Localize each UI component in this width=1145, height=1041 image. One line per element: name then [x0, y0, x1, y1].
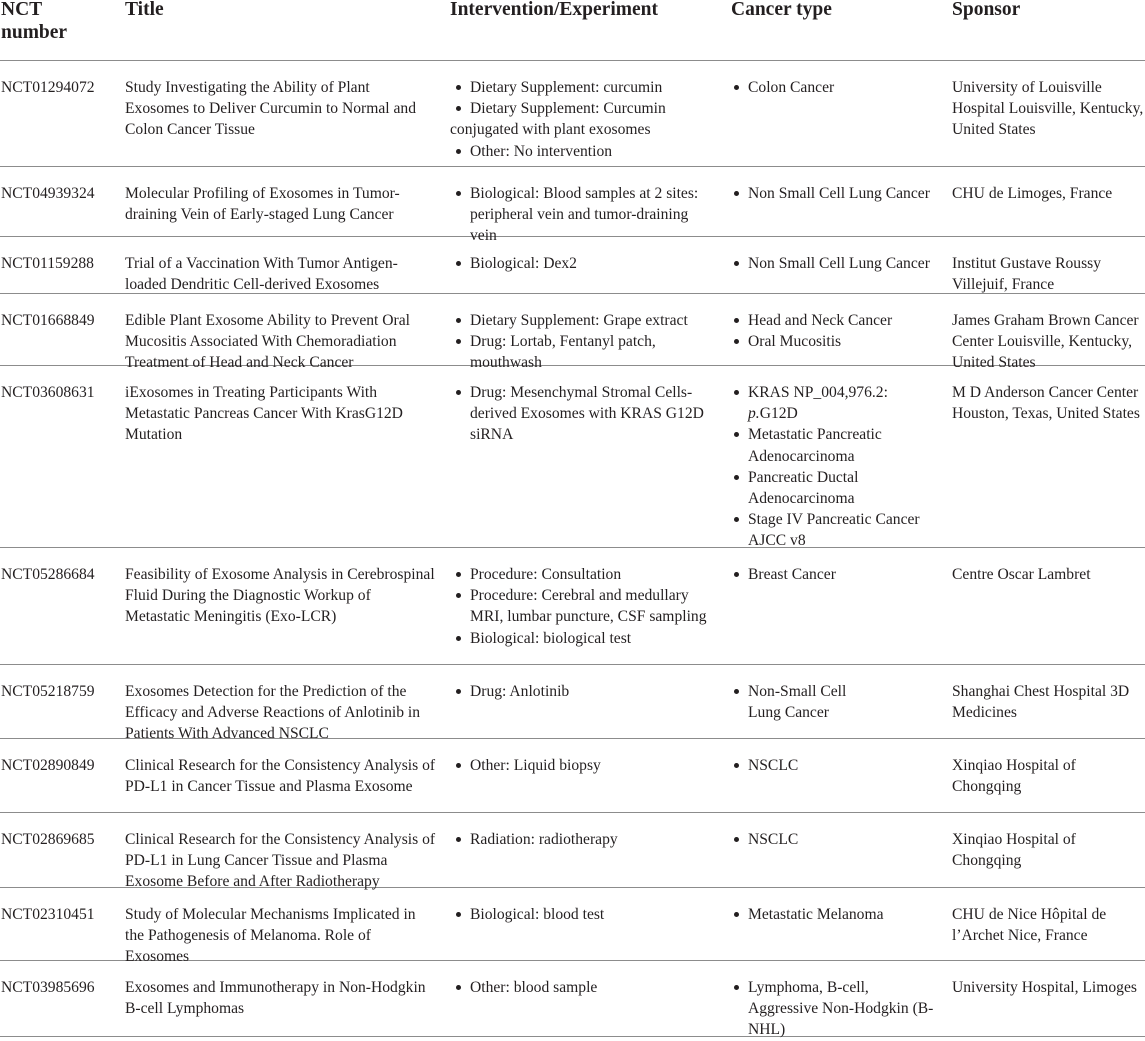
- intervention-item: Other: blood sample: [450, 977, 718, 998]
- trial-title: Feasibility of Exosome Analysis in Cerebrospinal Fluid During the Diagnostic Workup of Metastatic Meningitis (Exo-LCR): [125, 566, 435, 626]
- table-header: [0, 0, 1145, 61]
- trial-title: Exosomes Detection for the Prediction of the Efficacy and Adverse Reactions of Anlotinib in Patients With Advanced NSCLC: [125, 683, 421, 743]
- nct-number: NCT03608631: [1, 384, 95, 401]
- cancer-type-item: Non-Small Cell Lung Cancer: [731, 681, 937, 723]
- nct-number: NCT05286684: [1, 566, 95, 583]
- table-row: [0, 812, 1145, 891]
- table-row: [0, 547, 1145, 665]
- intervention-item: Biological: blood test: [450, 904, 718, 925]
- trial-title: Exosomes and Immunotherapy in Non-Hodgkin B-cell Lymphomas: [125, 979, 426, 1018]
- table-row: [0, 166, 1145, 245]
- sponsor: University of Louisville Hospital Louisville, Kentucky, United States: [952, 79, 1144, 139]
- cancer-type-list: [731, 681, 937, 723]
- intervention-list: [450, 382, 718, 446]
- intervention-item: Biological: biological test: [450, 628, 718, 649]
- nct-number: NCT02310451: [1, 906, 95, 923]
- cancer-type-item: Metastatic Pancreatic Adenocarcinoma: [731, 424, 937, 466]
- cancer-type-item: Metastatic Melanoma: [731, 904, 937, 925]
- sponsor: Xinqiao Hospital of Chongqing: [952, 831, 1076, 870]
- sponsor: CHU de Limoges, France: [952, 185, 1113, 202]
- header-cancer-type: Cancer type: [731, 0, 832, 20]
- intervention-list: [450, 829, 718, 850]
- table-row: [0, 664, 1145, 743]
- intervention-list: [450, 681, 718, 702]
- table-row: [0, 960, 1145, 1037]
- header-sponsor: Sponsor: [952, 0, 1021, 20]
- cancer-type-item: Non Small Cell Lung Cancer: [731, 183, 937, 204]
- cancer-type-list: [731, 77, 937, 98]
- header-nct-number: NCT number: [1, 0, 68, 43]
- sponsor: M D Anderson Cancer Center Houston, Texas, United States: [952, 384, 1140, 423]
- sponsor: University Hospital, Limoges: [952, 979, 1137, 996]
- table-row: [0, 236, 1145, 294]
- nct-number: NCT04939324: [1, 185, 95, 202]
- trial-title: Study of Molecular Mechanisms Implicated in the Pathogenesis of Melanoma. Role of Exosomes: [125, 906, 416, 966]
- table-row: [0, 887, 1145, 966]
- cancer-type-item: Pancreatic Ductal Adenocarcinoma: [731, 467, 937, 509]
- header-title: Title: [125, 0, 164, 20]
- sponsor: James Graham Brown Cancer Center Louisville, Kentucky, United States: [952, 312, 1139, 372]
- cancer-type-item: Colon Cancer: [731, 77, 937, 98]
- intervention-item: Biological: Blood samples at 2 sites: peripheral vein and tumor-draining vein: [450, 183, 718, 247]
- cancer-type-list: [731, 253, 937, 274]
- intervention-item: Dietary Supplement: curcumin: [450, 77, 718, 98]
- intervention-list: [450, 755, 718, 776]
- intervention-item: Other: Liquid biopsy: [450, 755, 718, 776]
- trial-title: Study Investigating the Ability of Plant Exosomes to Deliver Curcumin to Normal and Colon Cancer Tissue: [125, 79, 417, 139]
- intervention-item: Biological: Dex2: [450, 253, 718, 274]
- cancer-type-item: KRAS NP_004,976.2: p.G12D: [731, 382, 937, 424]
- cancer-type-item: NSCLC: [731, 755, 937, 776]
- nct-number: NCT03985696: [1, 979, 95, 996]
- sponsor: Centre Oscar Lambret: [952, 566, 1091, 583]
- trial-title: Molecular Profiling of Exosomes in Tumor-draining Vein of Early-staged Lung Cancer: [125, 185, 400, 224]
- cancer-type-list: [731, 310, 937, 352]
- cancer-type-item: Non Small Cell Lung Cancer: [731, 253, 937, 274]
- intervention-item: Radiation: radiotherapy: [450, 829, 718, 850]
- table-row: [0, 738, 1145, 813]
- cancer-type-list: [731, 183, 937, 204]
- intervention-item: Dietary Supplement: Grape extract: [450, 310, 718, 331]
- cancer-type-list: [731, 977, 937, 1041]
- cancer-type-list: [731, 755, 937, 776]
- sponsor: Institut Gustave Roussy Villejuif, France: [952, 255, 1102, 294]
- trial-title: iExosomes in Treating Participants With Metastatic Pancreas Cancer With KrasG12D Mutation: [125, 384, 403, 444]
- nct-number: NCT01668849: [1, 312, 95, 329]
- cancer-type-item: Oral Mucositis: [731, 331, 937, 352]
- sponsor: Xinqiao Hospital of Chongqing: [952, 757, 1076, 796]
- intervention-item: Procedure: Consultation: [450, 564, 718, 585]
- intervention-item: Procedure: Cerebral and medullary MRI, lumbar puncture, CSF sampling: [450, 585, 718, 627]
- trial-title: Clinical Research for the Consistency Analysis of PD-L1 in Cancer Tissue and Plasma Exosome: [125, 757, 436, 796]
- cancer-type-item: Breast Cancer: [731, 564, 937, 585]
- intervention-item: Dietary Supplement: Curcumin conjugated with plant exosomes: [450, 98, 718, 140]
- header-intervention: Intervention/Experiment: [450, 0, 658, 20]
- nct-number: NCT01159288: [1, 255, 94, 272]
- table-row: [0, 365, 1145, 548]
- cancer-type-item: Stage IV Pancreatic Cancer AJCC v8: [731, 509, 937, 551]
- trial-title: Edible Plant Exosome Ability to Prevent Oral Mucositis Associated With Chemoradiation Treatment of Head and Neck Cancer: [125, 312, 410, 372]
- sponsor: CHU de Nice Hôpital de l’Archet Nice, France: [952, 906, 1107, 945]
- cancer-type-list: [731, 904, 937, 925]
- nct-number: NCT05218759: [1, 683, 95, 700]
- nct-number: NCT02890849: [1, 757, 95, 774]
- intervention-item: Drug: Lortab, Fentanyl patch, mouthwash: [450, 331, 718, 373]
- intervention-item: Other: No intervention: [450, 141, 718, 162]
- cancer-type-item: Lymphoma, B-cell, Aggressive Non-Hodgkin (B-NHL): [731, 977, 937, 1041]
- cancer-type-item: Head and Neck Cancer: [731, 310, 937, 331]
- intervention-item: Drug: Mesenchymal Stromal Cells-derived Exosomes with KRAS G12D siRNA: [450, 382, 718, 446]
- trial-title: Trial of a Vaccination With Tumor Antigen-loaded Dendritic Cell-derived Exosomes: [125, 255, 398, 294]
- table-row: [0, 60, 1145, 167]
- table-row: [0, 293, 1145, 372]
- sponsor: Shanghai Chest Hospital 3D Medicines: [952, 683, 1130, 722]
- intervention-list: [450, 253, 718, 274]
- nct-number: NCT02869685: [1, 831, 95, 848]
- intervention-list: [450, 904, 718, 925]
- trial-title: Clinical Research for the Consistency Analysis of PD-L1 in Lung Cancer Tissue and Plasma Exosome Before and After Radiotherapy: [125, 831, 436, 891]
- cancer-type-list: [731, 829, 937, 850]
- intervention-list: [450, 564, 718, 649]
- intervention-list: [450, 977, 718, 998]
- cancer-type-item: NSCLC: [731, 829, 937, 850]
- cancer-type-list: [731, 564, 937, 585]
- cancer-type-list: [731, 382, 937, 552]
- intervention-item: Drug: Anlotinib: [450, 681, 718, 702]
- intervention-list: [450, 77, 718, 162]
- nct-number: NCT01294072: [1, 79, 95, 96]
